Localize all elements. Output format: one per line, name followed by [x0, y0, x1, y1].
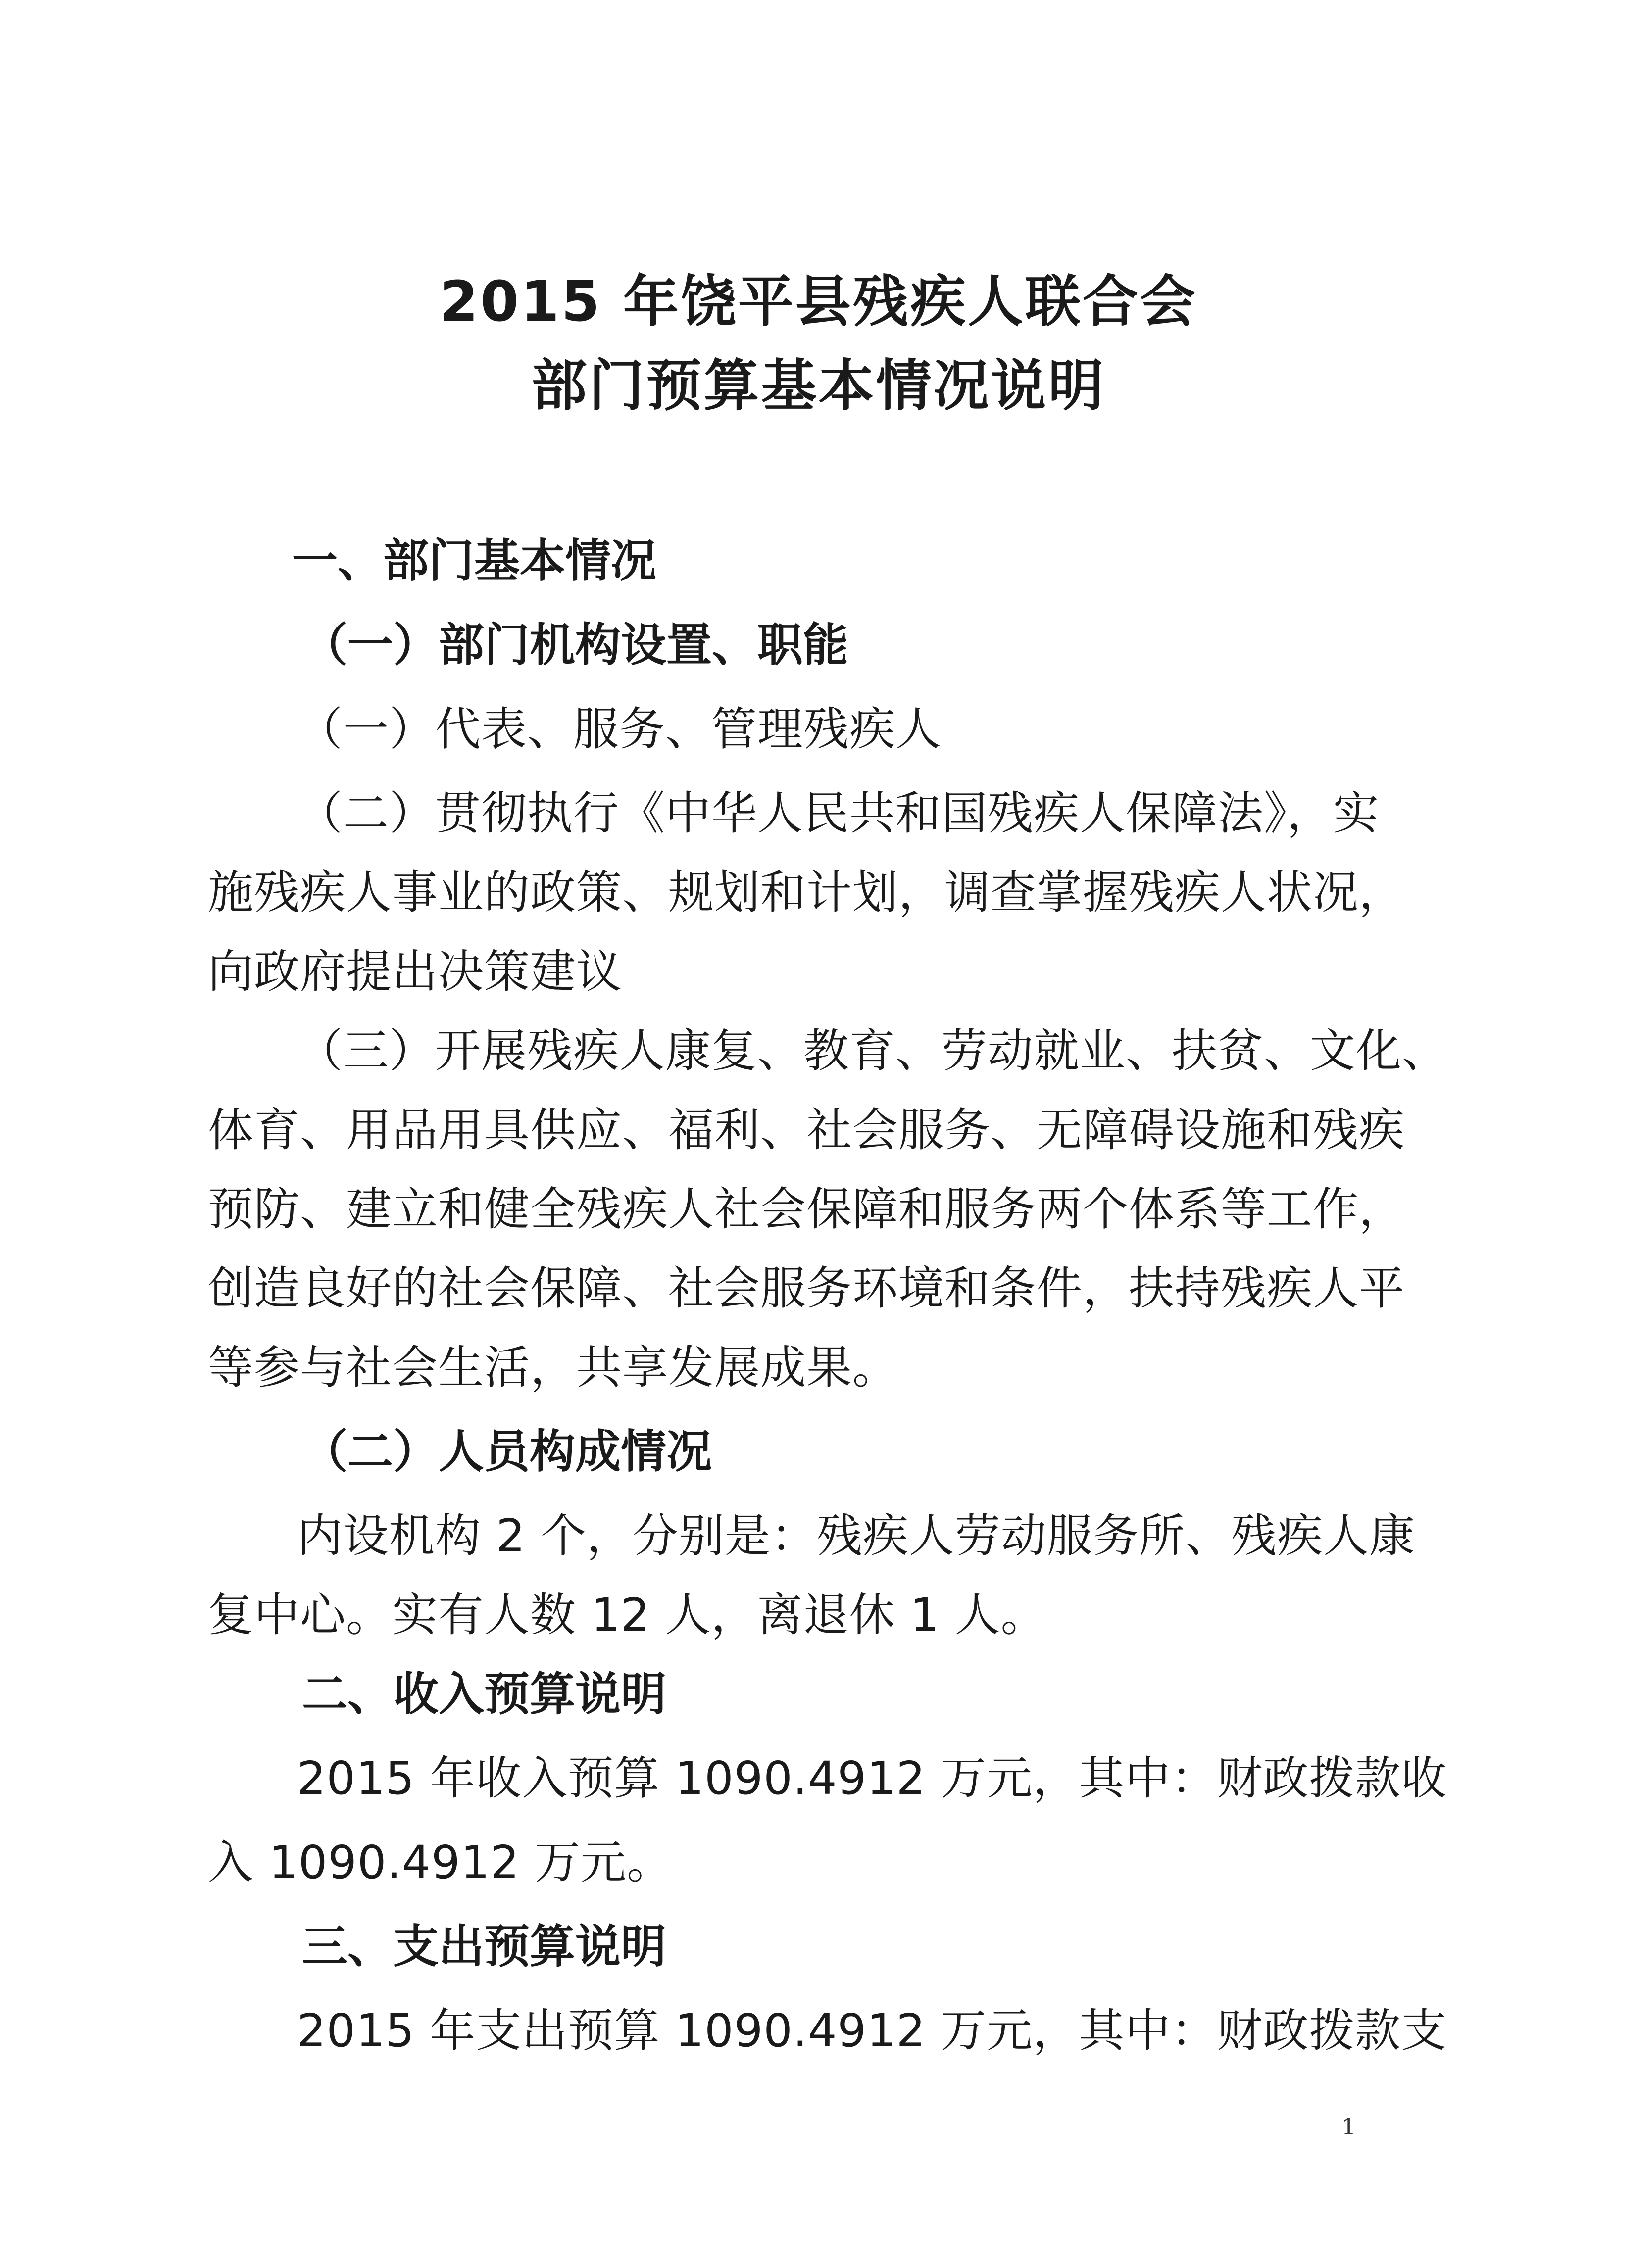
function-item-3-line-3: 预防、建立和健全残疾人社会保障和服务两个体系等工作， [208, 1183, 1405, 1236]
staffing-paragraph-line-2: 复中心。实有人数 12 人，离退休 1 人。 [208, 1589, 1047, 1641]
function-item-2-line-3: 向政府提出决策建议 [208, 945, 623, 998]
function-item-3-line-5: 等参与社会生活，共享发展成果。 [208, 1341, 899, 1394]
function-item-2-line-2: 施残疾人事业的政策、规划和计划，调查掌握残疾人状况， [208, 866, 1405, 919]
section-heading-income-budget: 二、收入预算说明 [302, 1668, 667, 1721]
document-title-line2: 部门预算基本情况说明 [531, 354, 1106, 418]
section-heading-expenditure-budget: 三、支出预算说明 [302, 1920, 667, 1973]
income-paragraph-line-1: 2015 年收入预算 1090.4912 万元，其中：财政拨款收 [297, 1752, 1447, 1805]
subsection-heading-staffing: （二）人员构成情况 [302, 1425, 712, 1478]
function-item-3-line-4: 创造良好的社会保障、社会服务环境和条件，扶持残疾人平 [208, 1262, 1405, 1315]
function-item-1: （一）代表、服务、管理残疾人 [297, 703, 942, 756]
function-item-3-line-2: 体育、用品用具供应、福利、社会服务、无障碍设施和残疾 [208, 1104, 1405, 1157]
page-number: 1 [1341, 2113, 1356, 2140]
staffing-paragraph-line-1: 内设机构 2 个，分别是：残疾人劳动服务所、残疾人康 [297, 1509, 1416, 1562]
function-item-3-line-1: （三）开展残疾人康复、教育、劳动就业、扶贫、文化、 [297, 1024, 1448, 1077]
expenditure-paragraph-line-1: 2015 年支出预算 1090.4912 万元，其中：财政拨款支 [297, 2004, 1447, 2057]
income-paragraph-line-2: 入 1090.4912 万元。 [208, 1836, 673, 1889]
function-item-2-line-1: （二）贯彻执行《中华人民共和国残疾人保障法》，实 [297, 787, 1380, 840]
subsection-heading-structure-functions: （一）部门机构设置、职能 [302, 619, 849, 672]
document-title-line1: 2015 年饶平县残疾人联合会 [440, 270, 1197, 334]
section-heading-department-overview: 一、部门基本情况 [292, 534, 657, 587]
